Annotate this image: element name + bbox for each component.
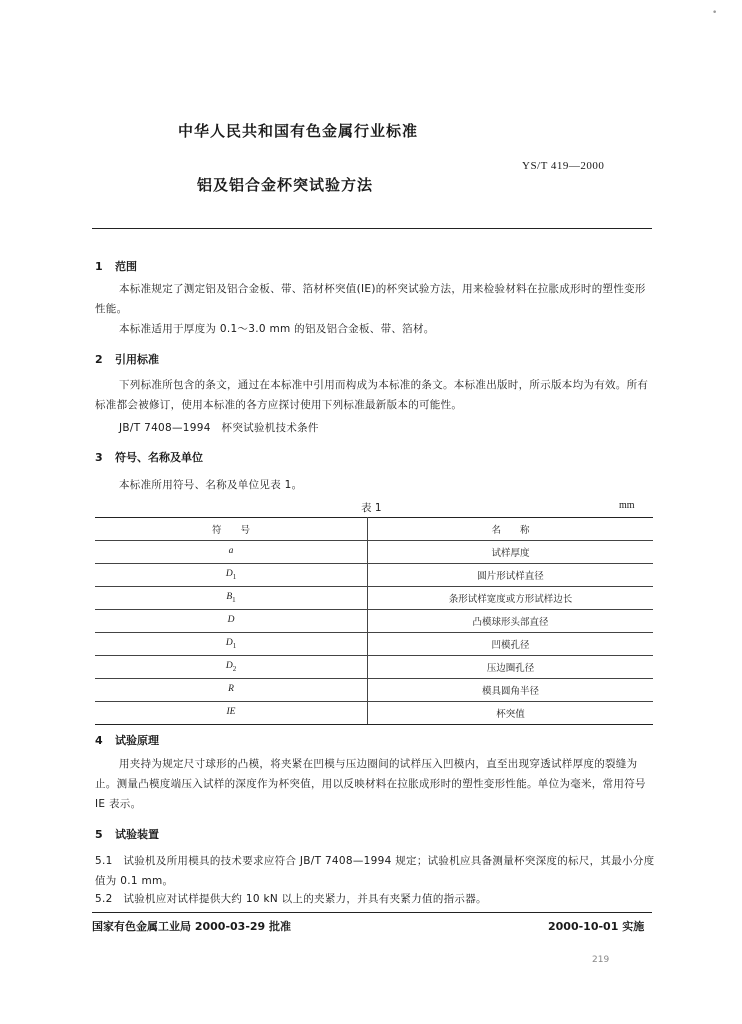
clause-5-2 bbox=[95, 889, 655, 909]
clause-number: 5.1 bbox=[95, 855, 113, 867]
approval-date: 国家有色金属工业局 2000-03-29 批准 bbox=[92, 920, 292, 933]
symbol-cell: R bbox=[95, 679, 368, 702]
section-5-heading bbox=[95, 826, 159, 842]
section-title: 范围 bbox=[115, 260, 137, 273]
section-number: 4 bbox=[95, 734, 103, 747]
symbol-column-header: 符 号 bbox=[95, 518, 368, 541]
clause-text: 试验机及所用模具的技术要求应符合 JB/T 7408—1994 规定；试验机应具备测量杯突深度的标尺，其最小分度值为 0.1 mm。 bbox=[95, 855, 655, 887]
page-number: 219 bbox=[592, 955, 610, 965]
section-2-heading bbox=[95, 351, 159, 367]
symbol-cell: D bbox=[95, 610, 368, 633]
symbol-cell: $D_1$ bbox=[95, 633, 368, 656]
footer-rule bbox=[92, 912, 652, 913]
standard-code: YS/T 419—2000 bbox=[522, 160, 605, 172]
section-title: 试验装置 bbox=[115, 828, 159, 841]
section-1-paragraph-2: 本标准适用于厚度为 0.1～3.0 mm 的铝及铝合金板、带、箔材。 bbox=[119, 323, 435, 335]
table-row bbox=[95, 633, 653, 656]
name-cell: 试样厚度 bbox=[368, 541, 654, 564]
clause-5-1 bbox=[95, 851, 655, 891]
header-rule bbox=[92, 228, 652, 229]
symbol-cell: a bbox=[95, 541, 368, 564]
table-header-row bbox=[95, 518, 653, 541]
corner-mark: • bbox=[712, 8, 718, 18]
table-unit: mm bbox=[619, 500, 635, 511]
section-2-paragraph-1: 下列标准所包含的条文，通过在本标准中引用而构成为本标准的条文。本标准出版时，所示版本均为有效。所有标准都会被修订，使用本标准的各方应探讨使用下列标准最新版本的可能性。 bbox=[95, 379, 649, 411]
symbol-cell: IE bbox=[95, 702, 368, 725]
section-title: 试验原理 bbox=[115, 734, 159, 747]
table-row bbox=[95, 564, 653, 587]
name-cell: 凸模球形头部直径 bbox=[368, 610, 654, 633]
clause-text: 试验机应对试样提供大约 10 kN 以上的夹紧力，并具有夹紧力值的指示器。 bbox=[123, 893, 487, 905]
table-row bbox=[95, 679, 653, 702]
section-4-paragraph-1: 用夹持为规定尺寸球形的凸模，将夹紧在凹模与压边圈间的试样压入凹模内，直至出现穿透试样厚度的裂缝为止。测量凸模度端压入试样的深度作为杯突值，用以反映材料在拉胀成形时的塑性变形性能。单位为毫米，常用符号 IE 表示。 bbox=[95, 758, 646, 810]
section-3-heading bbox=[95, 449, 203, 465]
table-row bbox=[95, 702, 653, 725]
section-title: 引用标准 bbox=[115, 353, 159, 366]
symbol-cell: $B_1$ bbox=[95, 587, 368, 610]
section-2-reference: JB/T 7408—1994 杯突试验机技术条件 bbox=[119, 422, 319, 434]
clause-number: 5.2 bbox=[95, 893, 113, 905]
section-number: 5 bbox=[95, 828, 103, 841]
symbol-cell: $D_2$ bbox=[95, 656, 368, 679]
name-cell: 圆片形试样直径 bbox=[368, 564, 654, 587]
section-4-heading bbox=[95, 732, 159, 748]
symbols-table bbox=[95, 517, 653, 725]
issuing-organization: 中华人民共和国有色金属行业标准 bbox=[178, 122, 419, 140]
section-1-paragraph-1: 本标准规定了测定铝及铝合金板、带、箔材杯突值(IE)的杯突试验方法，用来检验材料在拉胀成形时的塑性变形性能。 bbox=[95, 283, 646, 315]
section-1-heading bbox=[95, 258, 137, 274]
section-3-paragraph-1: 本标准所用符号、名称及单位见表 1。 bbox=[119, 479, 303, 491]
section-number: 2 bbox=[95, 353, 103, 366]
name-cell: 杯突值 bbox=[368, 702, 654, 725]
table-row bbox=[95, 587, 653, 610]
document-title: 铝及铝合金杯突试验方法 bbox=[197, 176, 374, 194]
name-cell: 条形试样宽度或方形试样边长 bbox=[368, 587, 654, 610]
table-row bbox=[95, 656, 653, 679]
section-title: 符号、名称及单位 bbox=[115, 451, 203, 464]
table-row bbox=[95, 610, 653, 633]
name-column-header: 名 称 bbox=[368, 518, 654, 541]
name-cell: 压边圈孔径 bbox=[368, 656, 654, 679]
name-cell: 凹模孔径 bbox=[368, 633, 654, 656]
section-number: 3 bbox=[95, 451, 103, 464]
implementation-date: 2000-10-01 实施 bbox=[548, 920, 645, 933]
table-row bbox=[95, 541, 653, 564]
section-number: 1 bbox=[95, 260, 103, 273]
table-caption: 表 1 bbox=[361, 502, 382, 514]
name-cell: 模具圆角半径 bbox=[368, 679, 654, 702]
symbol-cell: $D_1$ bbox=[95, 564, 368, 587]
